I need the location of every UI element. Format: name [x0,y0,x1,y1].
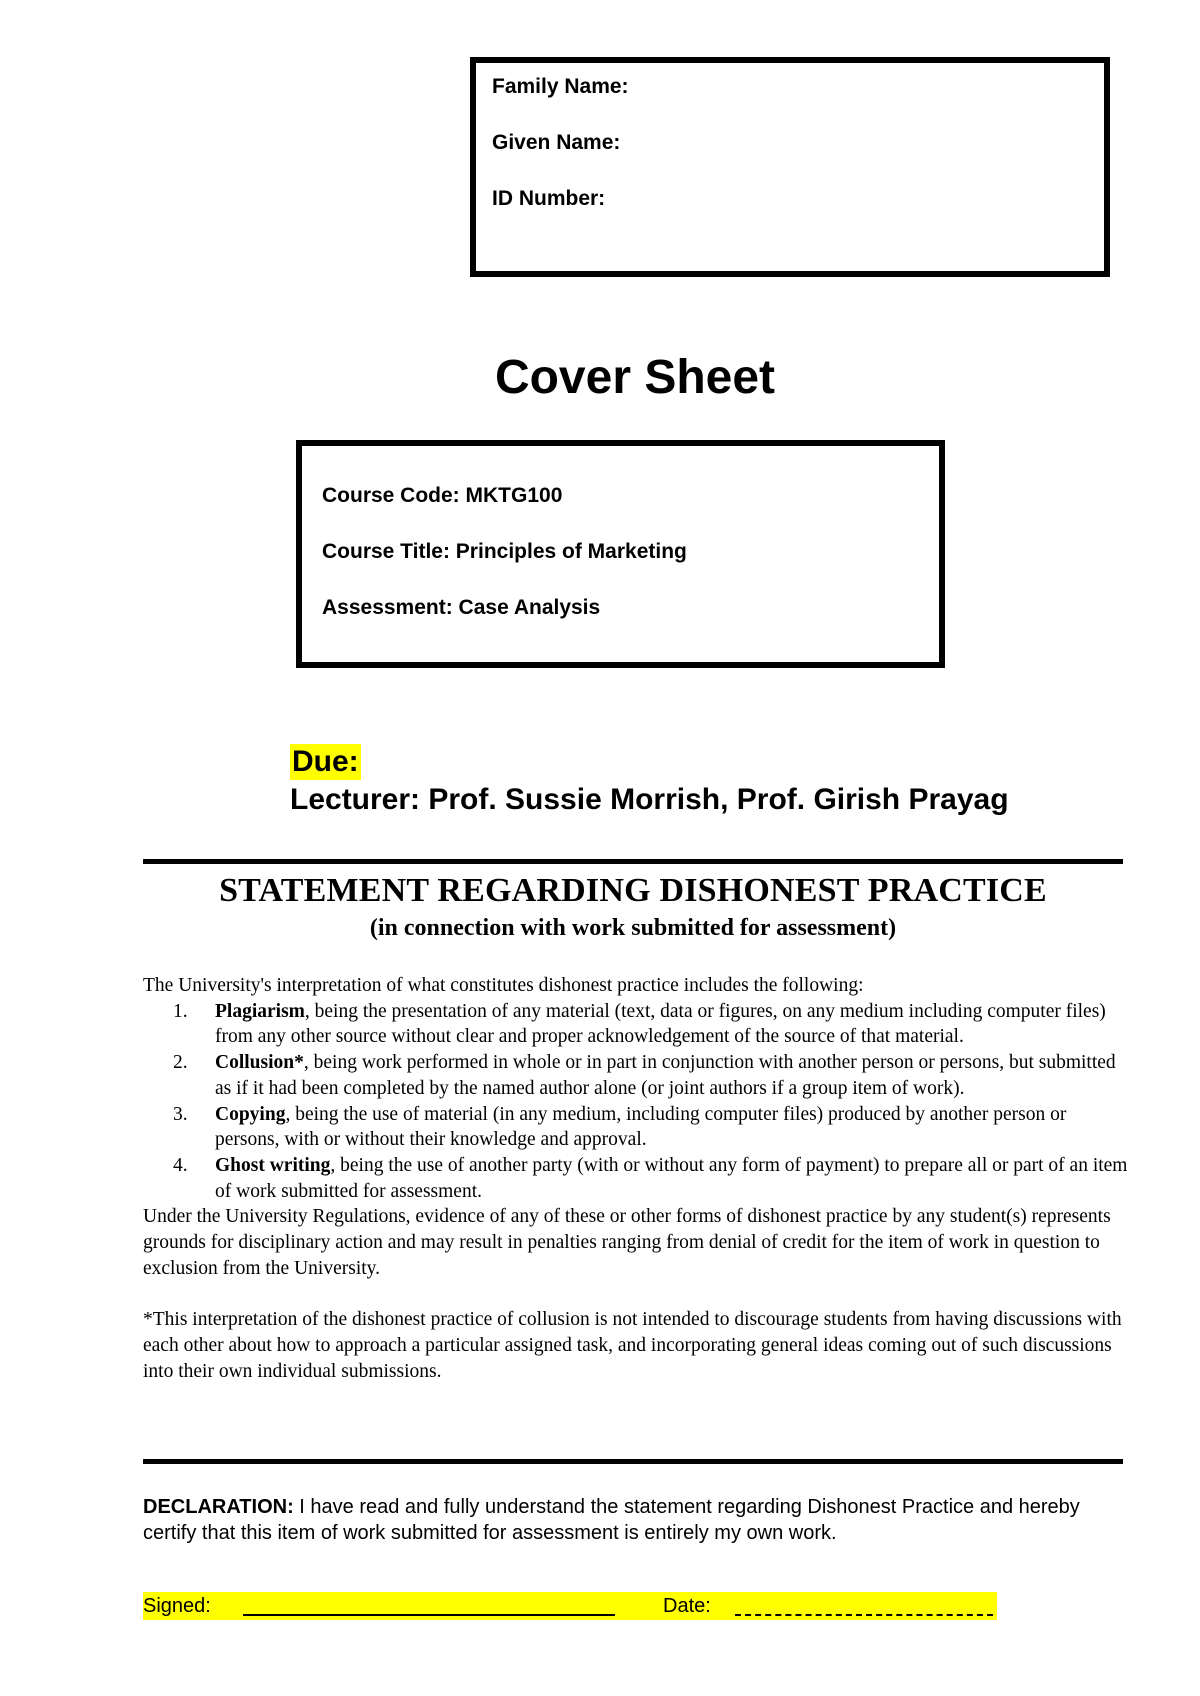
list-item-text: , being work performed in whole or in part in conjunction with another person or persons, but submitted as if it had been completed by the named author alone (or joint authors if a group item of work). [215,1052,1116,1099]
collusion-footnote: *This interpretation of the dishonest practice of collusion is not intended to discourage students from having discussions with each other about how to approach a particular assigned task, and incorporating general ideas coming out of such discussions into their own individual submissions. [143,1309,1122,1382]
list-item [143,1050,1133,1101]
course-info-box [296,440,945,668]
statement-body [143,973,1133,1384]
top-divider [143,859,1123,864]
declaration-label: DECLARATION: [143,1496,294,1518]
list-item-number: 1. [173,1000,188,1022]
id-number-label: ID Number: [492,187,606,210]
signature-row [143,1592,997,1620]
declaration-text: I have read and fully understand the statement regarding Dishonest Practice and hereby certify that this item of work submitted for assessment is entirely my own work. [143,1496,1080,1544]
signature-line [243,1612,615,1616]
dishonest-practice-list [143,999,1133,1205]
date-line [735,1612,993,1616]
regulations-paragraph: Under the University Regulations, evidence of any of these or other forms of dishonest practice by any student(s) represents grounds for disciplinary action and may result in penalties ranging from denial of credit for the item of work in question to exclusion from the University. [143,1206,1111,1279]
lecturer-line: Lecturer: Prof. Sussie Morrish, Prof. Girish Prayag [290,783,1009,816]
page-title: Cover Sheet [494,351,776,404]
list-item [143,1153,1133,1204]
due-label: Due: [292,745,359,778]
list-item [143,999,1133,1050]
list-item-number: 3. [173,1103,188,1125]
list-item-number: 4. [173,1154,188,1176]
list-item-number: 2. [173,1052,188,1074]
date-label: Date: [663,1595,711,1617]
list-item [143,1102,1133,1153]
list-item-text: , being the use of another party (with or without any form of payment) to prepare all or part of an item of work submitted for assessment. [215,1154,1128,1202]
statement-intro: The University's interpretation of what constitutes dishonest practice includes the following: [143,975,864,996]
course-title: Course Title: Principles of Marketing [322,540,687,563]
list-item-term: Plagiarism [215,1000,305,1022]
list-item-term: Ghost writing [215,1154,331,1176]
spacer [143,1281,1133,1307]
given-name-label: Given Name: [492,131,621,154]
statement-subheading: (in connection with work submitted for assessment) [369,915,897,941]
signed-label: Signed: [143,1595,211,1617]
declaration [143,1494,1133,1546]
list-item-term: Copying [215,1103,286,1125]
statement-heading: STATEMENT REGARDING DISHONEST PRACTICE [219,872,1047,909]
due-lecturer-block [290,744,1009,818]
list-item-text: , being the use of material (in any medium, including computer files) produced by another person or persons, with or without their knowledge and approval. [215,1103,1067,1151]
family-name-label: Family Name: [492,75,629,98]
course-code: Course Code: MKTG100 [322,484,563,507]
list-item-term: Collusion* [215,1052,304,1074]
bottom-divider [143,1459,1123,1464]
list-item-text: , being the presentation of any material (text, data or figures, on any medium including computer files) from any other source without clear and proper acknowledgement of the source of that material. [215,1000,1106,1048]
student-info-box [470,57,1110,277]
assessment-name: Assessment: Case Analysis [322,596,601,619]
